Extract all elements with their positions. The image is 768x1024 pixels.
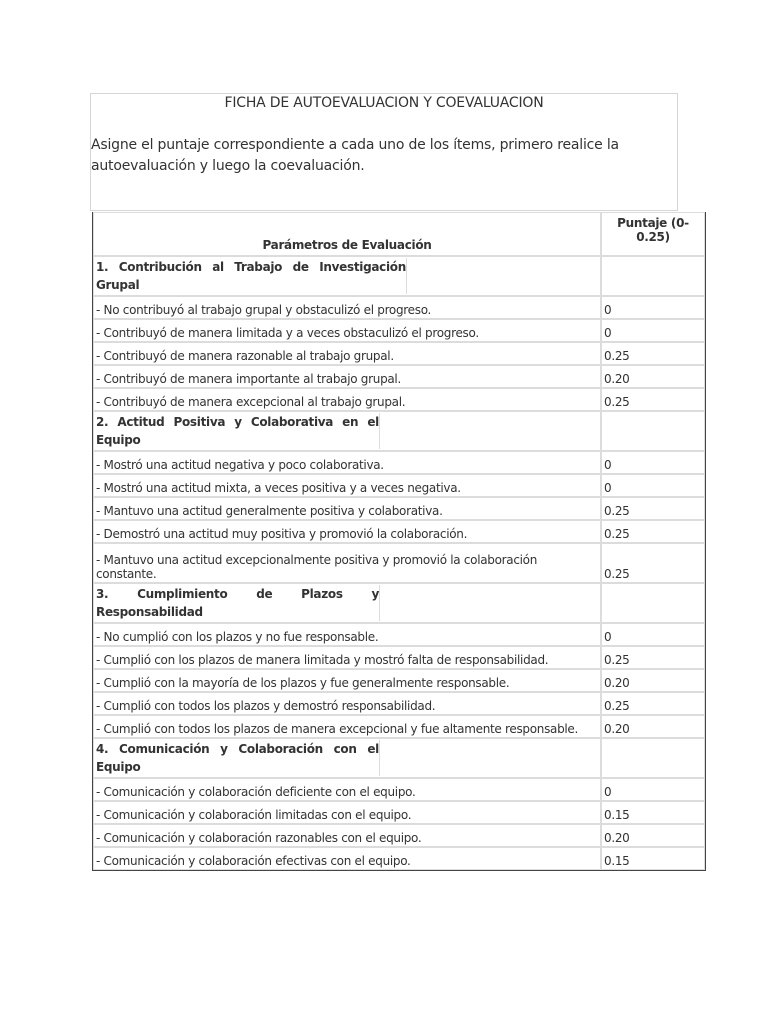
item-score: 0 <box>601 319 705 342</box>
section-title <box>96 585 380 621</box>
score-cell <box>601 583 705 623</box>
item-score: 0.20 <box>601 365 705 388</box>
item-score: 0.20 <box>601 715 705 738</box>
table-row <box>93 847 705 870</box>
section-row <box>93 738 705 778</box>
score-cell <box>601 738 705 778</box>
item-text: - No contribuyó al trabajo grupal y obstaculizó el progreso. <box>93 296 601 319</box>
table-row <box>93 520 705 543</box>
item-text: - Mostró una actitud negativa y poco colaborativa. <box>93 451 601 474</box>
item-score: 0.25 <box>601 543 705 583</box>
score-cell <box>601 411 705 451</box>
item-text: - Contribuyó de manera importante al trabajo grupal. <box>93 365 601 388</box>
item-text: - Cumplió con la mayoría de los plazos y fue generalmente responsable. <box>93 669 601 692</box>
section-title-line: 3. Cumplimiento de Plazos y <box>96 587 379 601</box>
table-row <box>93 646 705 669</box>
item-text: - Comunicación y colaboración razonables con el equipo. <box>93 824 601 847</box>
table-row <box>93 296 705 319</box>
table-row <box>93 319 705 342</box>
item-score: 0 <box>601 296 705 319</box>
item-text: - Mantuvo una actitud generalmente positiva y colaborativa. <box>93 497 601 520</box>
table-row <box>93 365 705 388</box>
item-score: 0.20 <box>601 669 705 692</box>
item-score: 0 <box>601 623 705 646</box>
item-score: 0.25 <box>601 342 705 365</box>
item-text: - Comunicación y colaboración deficiente con el equipo. <box>93 778 601 801</box>
score-cell <box>601 256 705 296</box>
item-score: 0.25 <box>601 497 705 520</box>
table-row <box>93 824 705 847</box>
table-row <box>93 474 705 497</box>
table-row <box>93 715 705 738</box>
item-score: 0 <box>601 778 705 801</box>
item-score: 0.15 <box>601 801 705 824</box>
document-title: FICHA DE AUTOEVALUACION Y COEVALUACION <box>224 95 544 111</box>
item-text: - Comunicación y colaboración limitadas con el equipo. <box>93 801 601 824</box>
item-score: 0.15 <box>601 847 705 870</box>
item-text: - Contribuyó de manera excepcional al trabajo grupal. <box>93 388 601 411</box>
section-title-line: Equipo <box>96 433 141 447</box>
item-score: 0.25 <box>601 520 705 543</box>
table-row <box>93 778 705 801</box>
table-row <box>93 801 705 824</box>
table-row <box>93 669 705 692</box>
section-title-line: Responsabilidad <box>96 605 203 619</box>
item-score: 0 <box>601 474 705 497</box>
section-row <box>93 411 705 451</box>
section-title-line: 4. Comunicación y Colaboración con el <box>96 742 379 756</box>
section-title-line: Equipo <box>96 760 141 774</box>
item-score: 0 <box>601 451 705 474</box>
section-title-cell <box>93 411 601 451</box>
section-title-cell <box>93 738 601 778</box>
item-score: 0.25 <box>601 388 705 411</box>
table-row <box>93 543 705 583</box>
instructions-text: Asigne el puntaje correspondiente a cada uno de los ítems, primero realice la autoevaluación y luego la coevaluación. <box>91 137 619 174</box>
item-score: 0.25 <box>601 692 705 715</box>
item-text: - Cumplió con todos los plazos y demostró responsabilidad. <box>93 692 601 715</box>
item-score: 0.20 <box>601 824 705 847</box>
table-row <box>93 623 705 646</box>
item-text: - Mostró una actitud mixta, a veces positiva y a veces negativa. <box>93 474 601 497</box>
table-row <box>93 342 705 365</box>
section-row <box>93 256 705 296</box>
intro-box <box>90 93 678 211</box>
item-text: - Comunicación y colaboración efectivas con el equipo. <box>93 847 601 870</box>
table-row <box>93 497 705 520</box>
section-title: 1. Contribución al Trabajo de Investigación Grupal <box>96 260 406 292</box>
table-row <box>93 388 705 411</box>
item-score: 0.25 <box>601 646 705 669</box>
section-title-cell <box>93 583 601 623</box>
evaluation-table <box>92 212 706 871</box>
item-text: - Cumplió con todos los plazos de manera excepcional y fue altamente responsable. <box>93 715 601 738</box>
item-text: - Demostró una actitud muy positiva y promovió la colaboración. <box>93 520 601 543</box>
table-row <box>93 451 705 474</box>
section-title <box>96 413 380 449</box>
item-text: - No cumplió con los plazos y no fue responsable. <box>93 623 601 646</box>
section-title-cell <box>93 256 601 296</box>
section-row <box>93 583 705 623</box>
table-header-row <box>93 212 705 256</box>
header-parameters: Parámetros de Evaluación <box>93 212 601 256</box>
section-title <box>96 740 380 776</box>
item-text: - Mantuvo una actitud excepcionalmente positiva y promovió la colaboración constante. <box>93 543 601 583</box>
table-row <box>93 692 705 715</box>
section-title-line: 2. Actitud Positiva y Colaborativa en el <box>96 415 379 429</box>
item-text: - Contribuyó de manera razonable al trabajo grupal. <box>93 342 601 365</box>
header-score: Puntaje (0-0.25) <box>601 212 705 256</box>
item-text: - Contribuyó de manera limitada y a veces obstaculizó el progreso. <box>93 319 601 342</box>
item-text: - Cumplió con los plazos de manera limitada y mostró falta de responsabilidad. <box>93 646 601 669</box>
